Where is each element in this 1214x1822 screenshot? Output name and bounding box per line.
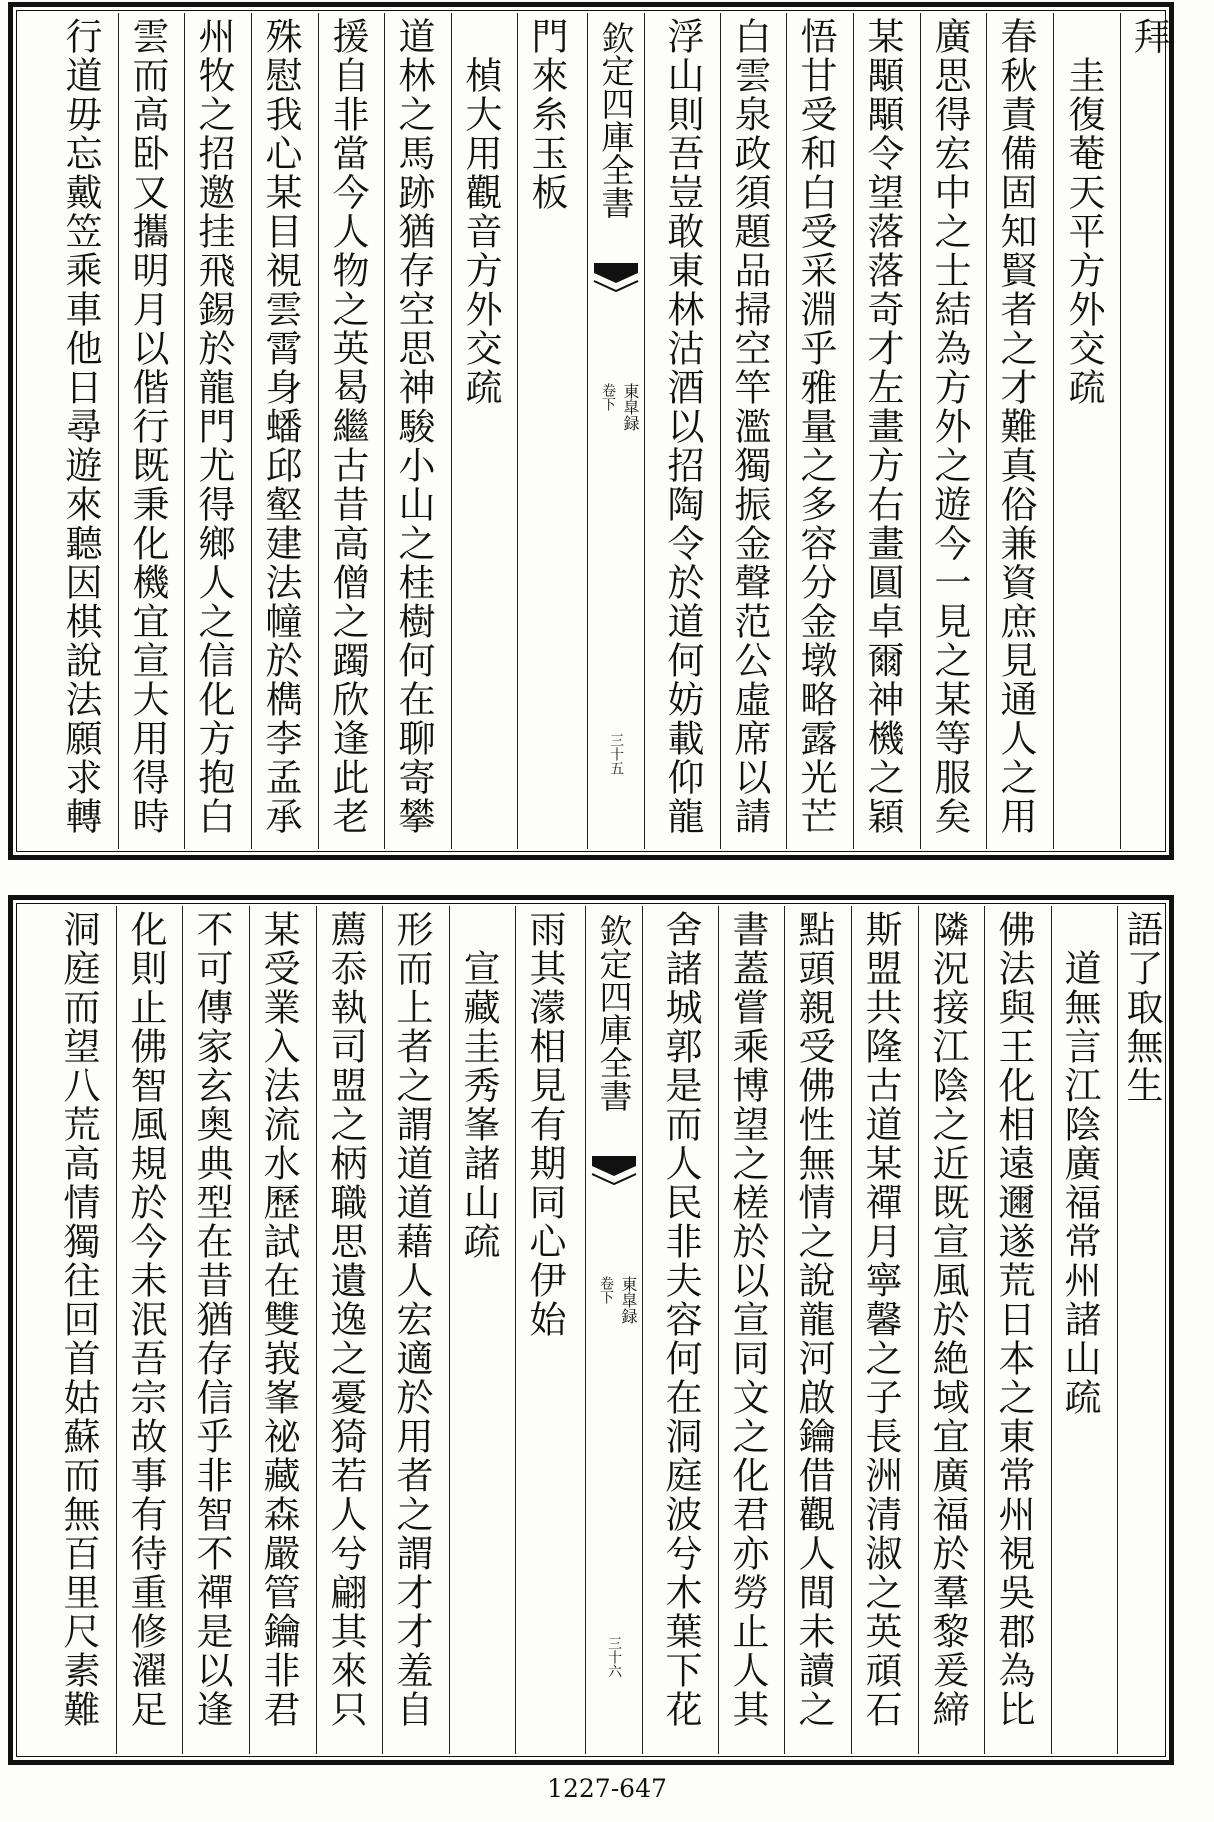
fish-tail-mark-icon xyxy=(594,261,638,301)
text-column: 洞庭而望八荒高情獨往回首姑蘇而無百里尺素難 xyxy=(57,910,100,1729)
text-column: 雨其濛相見有期同心伊始 xyxy=(523,910,566,1339)
column-rule xyxy=(1051,906,1052,1754)
column-rule xyxy=(517,13,518,849)
book-name: 東皐録 xyxy=(619,1276,638,1324)
column-rule xyxy=(251,13,252,849)
top-page xyxy=(8,2,1174,860)
book-title: 欽定四庫全書 xyxy=(596,21,636,219)
center-strip xyxy=(587,13,645,849)
text-column: 浮山則吾豈敢東林沽酒以招陶令於道何妨載仰龍 xyxy=(661,17,704,836)
text-column: 不可傳家玄奥典型在昔猶存信乎非智不禪是以逢 xyxy=(190,910,233,1729)
text-column: 行道毋忘戴笠乘車他日尋遊來聽因棋說法願求轉 xyxy=(59,17,102,836)
heading-column: 楨大用觀音方外交疏 xyxy=(459,17,502,407)
volume-label: 卷下 xyxy=(598,1276,614,1304)
text-column: 殊慰我心某目視雲霄身蟠邱壑建法幢於檇李孟承 xyxy=(259,17,302,836)
column-rule xyxy=(984,906,985,1754)
heading-column: 道無言江陰廣福常州諸山疏 xyxy=(1058,910,1101,1417)
text-column: 斯盟共隆古道某禪月寧馨之子長洲清淑之英頑石 xyxy=(859,910,902,1729)
text-column: 語了取無生 xyxy=(1120,910,1163,1105)
fish-tail-mark-icon xyxy=(592,1154,636,1194)
column-rule xyxy=(182,906,183,1754)
column-rule xyxy=(316,906,317,1754)
text-column: 雲而高卧又攜明月以偕行既秉化機宜宣大用得時 xyxy=(126,17,169,836)
text-column: 悟甘受和白受采淵乎雅量之多容分金墩略露光芒 xyxy=(794,17,837,836)
column-rule xyxy=(451,13,452,849)
text-column: 州牧之招邀挂飛錫於龍門尤得鄉人之信化方抱白 xyxy=(192,17,235,836)
column-rule xyxy=(382,906,383,1754)
leaf-number: 三十六 xyxy=(606,1636,622,1678)
text-column: 某顒顒令望落落奇才左畫方右畫圓卓爾神機之穎 xyxy=(861,17,904,836)
text-column: 薦忝執司盟之柄職思遺逸之憂猗若人兮翩其來只 xyxy=(324,910,367,1729)
column-rule xyxy=(1120,13,1121,849)
column-rule xyxy=(449,906,450,1754)
text-column: 舍諸城郭是而人民非夫容何在洞庭波兮木葉下花 xyxy=(659,910,702,1729)
text-column: 白雲泉政須題品掃空竿濫獨振金聲范公虛席以請 xyxy=(728,17,771,836)
column-rule xyxy=(786,13,787,849)
column-rule xyxy=(718,906,719,1754)
bottom-page xyxy=(8,895,1174,1765)
column-rule xyxy=(318,13,319,849)
column-rule xyxy=(184,13,185,849)
column-rule xyxy=(118,13,119,849)
column-rule xyxy=(918,906,919,1754)
text-column: 春秋責備固知賢者之才難真俗兼資庶見通人之用 xyxy=(994,17,1037,836)
text-column: 廣思得宏中之士結為方外之遊今一見之某等服矣 xyxy=(928,17,971,836)
text-column: 佛法與王化相遠邇遂荒日本之東常州視吳郡為比 xyxy=(992,910,1035,1729)
heading-column: 宣藏圭秀峯諸山疏 xyxy=(457,910,500,1261)
volume-label: 卷下 xyxy=(600,383,616,411)
text-column: 某受業入法流水歷試在雙峩峯祕藏森嚴管鑰非君 xyxy=(257,910,300,1729)
column-rule xyxy=(720,13,721,849)
column-rule xyxy=(1053,13,1054,849)
page-reference: 1227-647 xyxy=(547,1774,667,1803)
text-column: 援自非當今人物之英曷繼古昔高僧之躅欣逢此老 xyxy=(326,17,369,836)
leaf-number: 三十五 xyxy=(608,733,624,775)
column-rule xyxy=(853,13,854,849)
text-column: 拜 xyxy=(1127,17,1170,56)
text-column: 書蓋嘗乘博望之槎於以宣同文之化君亦勞止人其 xyxy=(726,910,769,1729)
text-column: 形而上者之謂道道藉人宏適於用者之謂才才羞自 xyxy=(390,910,433,1729)
text-column: 化則止佛智風規於今未泯吾宗故事有待重修濯足 xyxy=(124,910,167,1729)
text-column: 點頭親受佛性無情之說龍河啟鑰借觀人間未讀之 xyxy=(792,910,835,1729)
column-rule xyxy=(116,906,117,1754)
center-strip xyxy=(585,906,643,1754)
column-rule xyxy=(784,906,785,1754)
column-rule xyxy=(384,13,385,849)
text-column: 隣況接江陰之近既宣風於絶域宜廣福於羣黎爰締 xyxy=(926,910,969,1729)
column-rule xyxy=(1117,906,1118,1754)
book-title: 欽定四庫全書 xyxy=(594,914,634,1112)
book-name: 東皐録 xyxy=(621,383,640,431)
column-rule xyxy=(986,13,987,849)
text-column: 門來糸玉板 xyxy=(525,17,568,212)
text-column: 道林之馬跡猶存空思神駿小山之桂樹何在聊寄攀 xyxy=(392,17,435,836)
column-rule xyxy=(920,13,921,849)
column-rule xyxy=(851,906,852,1754)
heading-column: 圭復菴天平方外交疏 xyxy=(1062,17,1105,407)
column-rule xyxy=(515,906,516,1754)
column-rule xyxy=(249,906,250,1754)
